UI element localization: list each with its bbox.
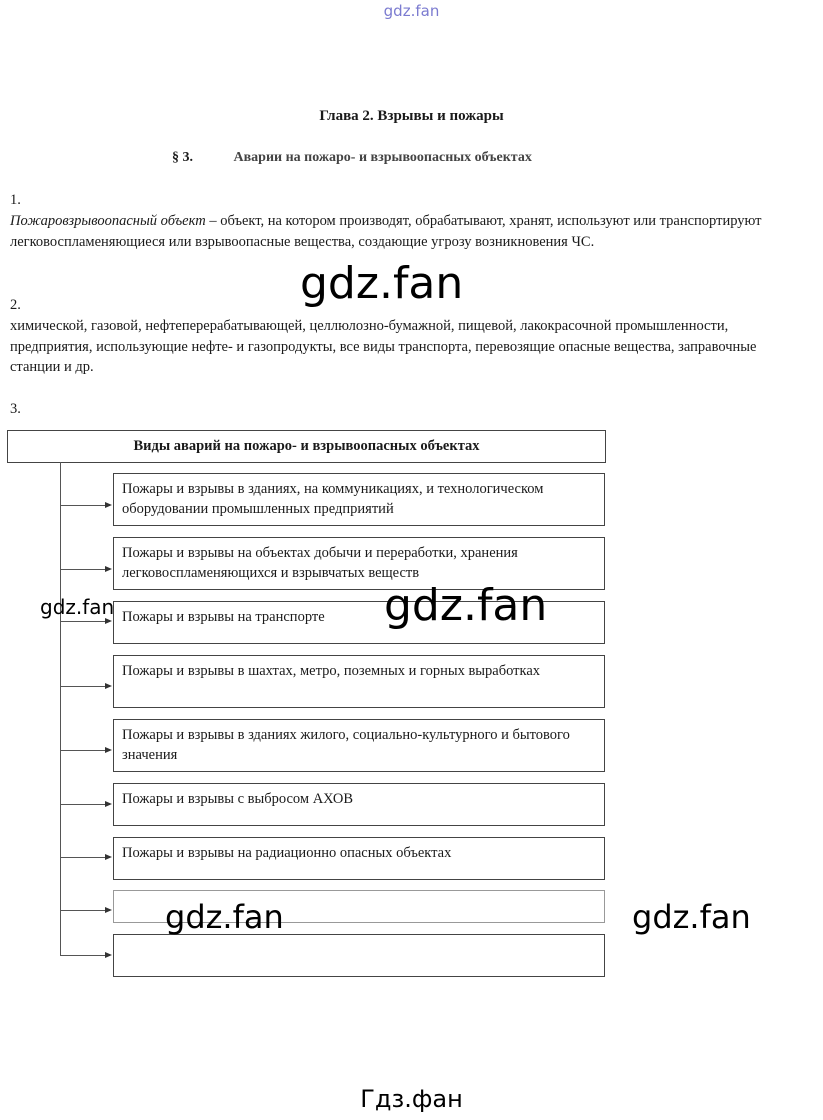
- answer-1-text: [10, 211, 780, 252]
- diagram-arrow: [60, 505, 110, 506]
- answer-1-term: Пожаровзрывоопасный объект: [10, 213, 206, 229]
- diagram-item: [113, 934, 605, 977]
- watermark: gdz.fan: [384, 580, 548, 631]
- diagram-item: Пожары и взрывы с выбросом АХОВ: [113, 783, 605, 826]
- diagram-trunk-line: [60, 462, 61, 956]
- answer-3-number: 3.: [10, 401, 21, 417]
- section-heading: [172, 150, 532, 166]
- diagram-item: Пожары и взрывы на радиационно опасных объектах: [113, 837, 605, 880]
- diagram-item: Пожары и взрывы на объектах добычи и переработки, хранения легковоспламеняющихся и взрывчатых веществ: [113, 537, 605, 590]
- diagram-arrow: [60, 910, 110, 911]
- diagram-arrow: [60, 804, 110, 805]
- diagram-item: Пожары и взрывы в зданиях жилого, социально-культурного и бытового значения: [113, 719, 605, 772]
- diagram-arrow: [60, 686, 110, 687]
- diagram-arrow: [60, 955, 110, 956]
- diagram-header: Виды аварий на пожаро- и взрывоопасных объектах: [7, 430, 606, 463]
- diagram-item: Пожары и взрывы на транспорте: [113, 601, 605, 644]
- answer-2-text: химической, газовой, нефтеперерабатывающей, целлюлозно-бумажной, пищевой, лакокрасочной промышленности, предприятия, использующие нефте- и газопродукты, все виды транспорта, перевозящие опасные вещества, заправочные станции и др.: [10, 318, 757, 375]
- answer-2-number: 2.: [10, 297, 21, 313]
- diagram-arrow: [60, 569, 110, 570]
- answer-1-definition: – объект, на котором производят, обрабатывают, хранят, используют или транспортируют легковоспламеняющиеся или взрывоопасные вещества, создающие угрозу возникновения ЧС.: [10, 213, 762, 250]
- section-title: Аварии на пожаро- и взрывоопасных объектах: [233, 150, 532, 165]
- diagram-item: Пожары и взрывы в зданиях, на коммуникациях, и технологическом оборудовании промышленных предприятий: [113, 473, 605, 526]
- diagram-item: Пожары и взрывы в шахтах, метро, поземных и горных выработках: [113, 655, 605, 708]
- watermark: gdz.fan: [300, 258, 464, 309]
- diagram-arrow: [60, 857, 110, 858]
- section-number: § 3.: [172, 150, 193, 165]
- footer-watermark: Гдз.фан: [360, 1085, 463, 1113]
- watermark: gdz.fan: [40, 595, 115, 619]
- watermark: gdz.fan: [632, 898, 751, 936]
- watermark: gdz.fan: [165, 898, 284, 936]
- diagram-arrow: [60, 750, 110, 751]
- diagram-arrow: [60, 621, 110, 622]
- watermark-top: gdz.fan: [383, 2, 440, 20]
- answer-1-number: 1.: [10, 192, 21, 208]
- chapter-title: Глава 2. Взрывы и пожары: [319, 108, 504, 124]
